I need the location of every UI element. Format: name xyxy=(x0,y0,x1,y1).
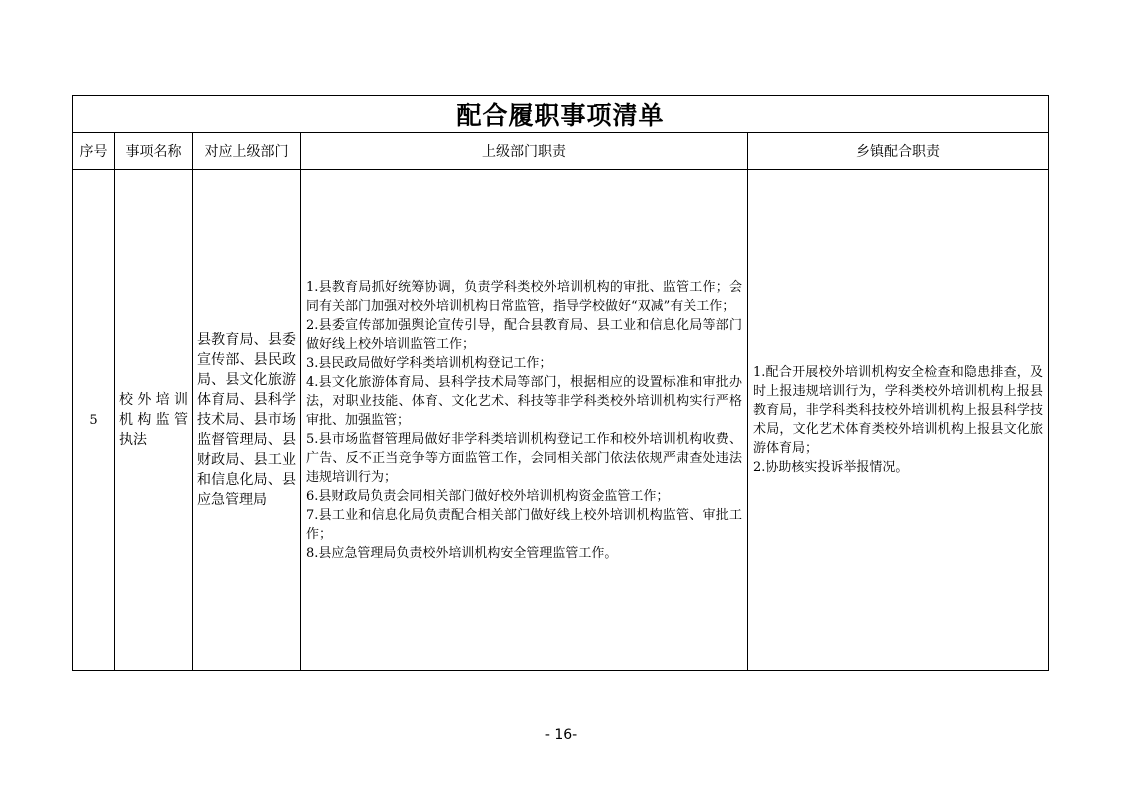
header-no: 序号 xyxy=(73,133,115,170)
table-title: 配合履职事项清单 xyxy=(73,96,1049,133)
row-item-name: 校外培训机构监管执法 xyxy=(115,170,193,671)
town-duty-item: 2.协助核实投诉举报情况。 xyxy=(753,460,909,475)
header-upper-dept: 对应上级部门 xyxy=(193,133,301,170)
header-row xyxy=(73,133,1049,170)
upper-duty-item: 6.县财政局负责会同相关部门做好校外培训机构资金监管工作； xyxy=(306,488,670,504)
row-town-duty xyxy=(748,170,1049,671)
table-row xyxy=(73,170,1049,671)
row-upper-duty xyxy=(301,170,748,671)
row-no: 5 xyxy=(73,170,115,671)
upper-duty-item: 2.县委宣传部加强舆论宣传引导，配合县教育局、县工业和信息化局等部门做好线上校外培训监管工作； xyxy=(306,317,742,352)
page-number: - 16- xyxy=(544,727,578,743)
row-upper-dept: 县教育局、县委宣传部、县民政局、县文化旅游体育局、县科学技术局、县市场监督管理局、县财政局、县工业和信息化局、县应急管理局 xyxy=(193,170,301,671)
town-duty-item: 1.配合开展校外培训机构安全检查和隐患排查，及时上报违规培训行为，学科类校外培训机构上报县教育局，非学科类科技校外培训机构上报县科学技术局，文化艺术体育类校外培训机构上报县文化旅游体育局； xyxy=(753,365,1044,456)
upper-duty-item: 1.县教育局抓好统筹协调，负责学科类校外培训机构的审批、监管工作；会同有关部门加强对校外培训机构日常监管，指导学校做好“双减”有关工作； xyxy=(306,279,742,314)
upper-duty-item: 8.县应急管理局负责校外培训机构安全管理监管工作。 xyxy=(306,545,618,561)
header-item-name: 事项名称 xyxy=(115,133,193,170)
upper-duty-item: 5.县市场监督管理局做好非学科类培训机构登记工作和校外培训机构收费、广告、反不正当竞争等方面监管工作，会同相关部门依法依规严肃查处违法违规培训行为； xyxy=(306,431,742,485)
upper-duty-item: 3.县民政局做好学科类培训机构登记工作； xyxy=(306,355,553,371)
header-upper-duty: 上级部门职责 xyxy=(301,133,748,170)
upper-duty-item: 4.县文化旅游体育局、县科学技术局等部门，根据相应的设置标准和审批办法，对职业技能、体育、文化艺术、科技等非学科类校外培训机构实行严格审批、加强监管； xyxy=(306,374,742,428)
duty-list-table xyxy=(72,95,1049,671)
header-town-duty: 乡镇配合职责 xyxy=(748,133,1049,170)
upper-duty-item: 7.县工业和信息化局负责配合相关部门做好线上校外培训机构监管、审批工作； xyxy=(306,507,742,542)
